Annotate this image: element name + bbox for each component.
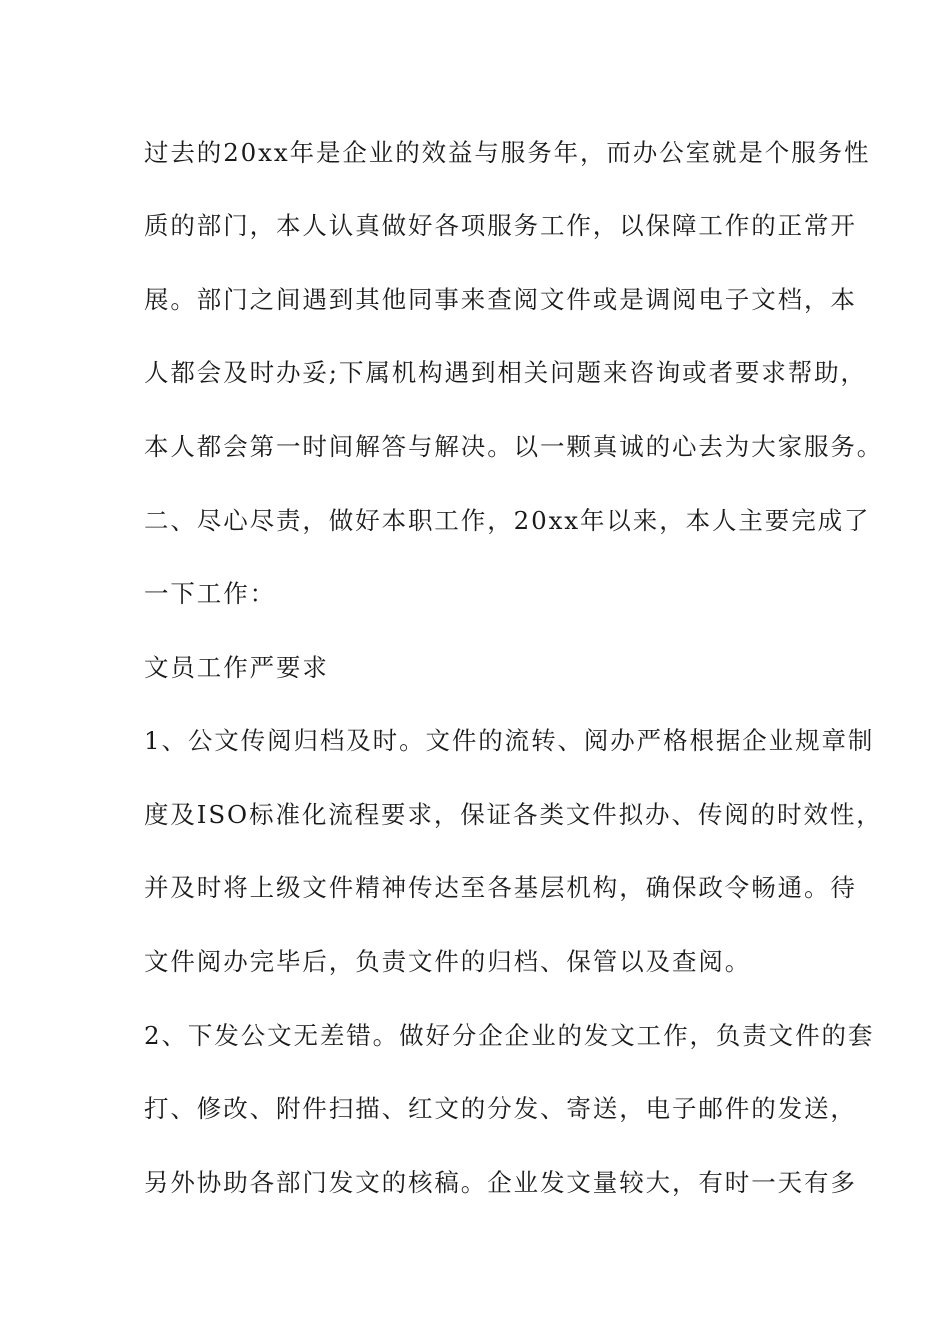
text-line-1: 过去的20xx年是企业的效益与服务年，而办公室就是个服务性 bbox=[144, 138, 871, 167]
list-item-2-line-1: 2、下发公文无差错。做好分企企业的发文工作，负责文件的套 bbox=[144, 1021, 875, 1050]
text-line-2: 质的部门，本人认真做好各项服务工作，以保障工作的正常开 bbox=[144, 211, 857, 240]
text-line-4: 人都会及时办妥;下属机构遇到相关问题来咨询或者要求帮助， bbox=[144, 358, 867, 387]
list-item-1-line-3: 并及时将上级文件精神传达至各基层机构，确保政令畅通。待 bbox=[144, 873, 857, 902]
text-line-5: 本人都会第一时间解答与解决。以一颗真诚的心去为大家服务。 bbox=[144, 432, 884, 461]
text-line-3: 展。部门之间遇到其他同事来查阅文件或是调阅电子文档，本 bbox=[144, 285, 857, 314]
list-item-1-line-2: 度及ISO标准化流程要求，保证各类文件拟办、传阅的时效性， bbox=[144, 800, 883, 829]
list-item-2-line-3: 另外协助各部门发文的核稿。企业发文量较大，有时一天有多 bbox=[144, 1168, 857, 1197]
section-heading: 二、尽心尽责，做好本职工作，20xx年以来，本人主要完成了 bbox=[144, 506, 871, 535]
list-item-1-line-4: 文件阅办完毕后，负责文件的归档、保管以及查阅。 bbox=[144, 947, 752, 976]
text-line-7: 一下工作： bbox=[144, 579, 276, 608]
subsection-heading: 文员工作严要求 bbox=[144, 653, 329, 682]
list-item-1-line-1: 1、公文传阅归档及时。文件的流转、阅办严格根据企业规章制 bbox=[144, 726, 875, 755]
list-item-2-line-2: 打、修改、附件扫描、红文的分发、寄送，电子邮件的发送， bbox=[144, 1094, 857, 1123]
